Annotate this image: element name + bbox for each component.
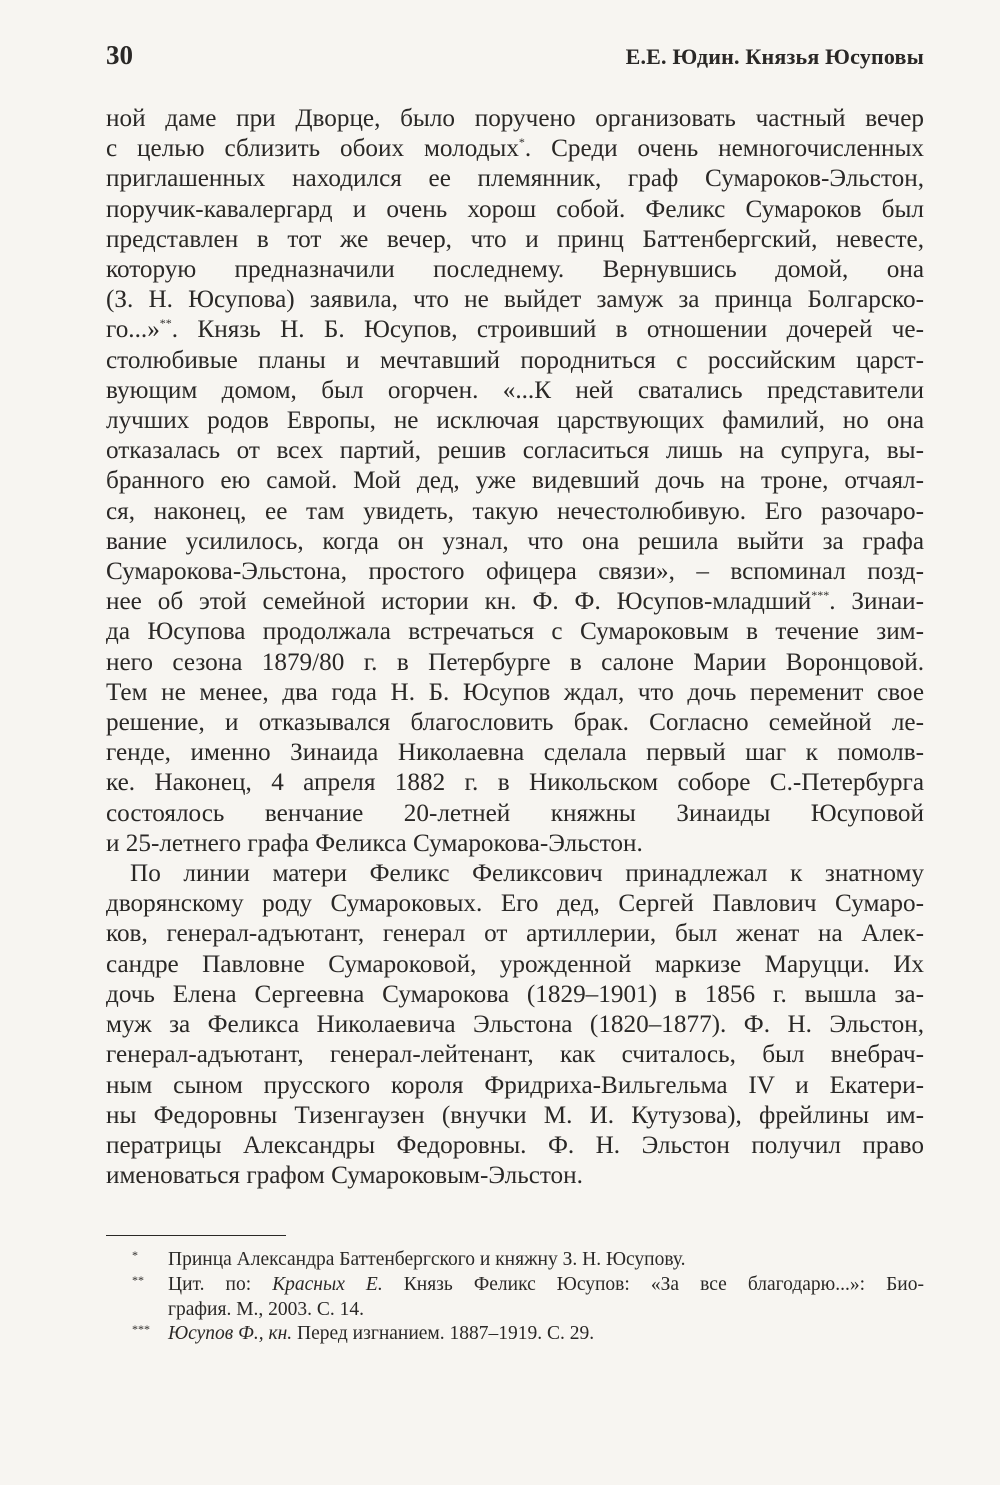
text-line-content: вание усилилось, когда он узнал, что она решила выйти за графа [106, 527, 924, 555]
text-line-content: вующим домом, был огорчен. «...К ней сватались представители [106, 376, 924, 404]
text-line-content: Сумарокова-Эльстона, простого офицера связи», – вспоминал позд- [106, 558, 924, 586]
page-header [106, 40, 924, 84]
text-line [106, 829, 924, 859]
text-line-content: ны Федоровны Тизенгаузен (внучки М. И. Кутузова), фрейлины им- [106, 1101, 924, 1129]
text-line-continuation: . Зинаи- [829, 588, 924, 616]
footnote-divider [106, 1235, 286, 1236]
footnote-mark: * [132, 1248, 138, 1263]
text-line [106, 768, 924, 798]
text-line [106, 557, 924, 587]
text-line [106, 1071, 924, 1101]
footnote [106, 1273, 924, 1322]
text-line-content: бранного ею самой. Мой дед, уже видевший дочь на троне, отчаял- [106, 467, 924, 495]
text-line-content: ков, генерал-адъютант, генерал от артиллерии, был женат на Алек- [106, 920, 924, 948]
text-line-content: поручик-кавалергард и очень хорош собой. Феликс Сумароков был [106, 195, 924, 223]
text-line [106, 497, 924, 527]
footnote-text: графия. М., 2003. С. 14. [168, 1298, 365, 1320]
footnote-text: Принца Александра Баттенбергского и княжну З. Н. Юсупову. [168, 1249, 686, 1271]
text-line-content: которую предназначили последнему. Вернувшись домой, она [106, 256, 924, 284]
running-head: Е.Е. Юдин. Князья Юсуповы [625, 44, 924, 69]
text-line [106, 1040, 924, 1070]
text-line-content: генде, именно Зинаида Николаевна сделала первый шаг к помолв- [106, 739, 924, 767]
text-line [106, 889, 924, 919]
text-line-content: генерал-адъютант, генерал-лейтенант, как считалось, был внебрач- [106, 1041, 924, 1069]
text-line-content: столюбивые планы и мечтавший породниться с российским царст- [106, 346, 924, 374]
text-line [106, 587, 924, 617]
text-line [106, 950, 924, 980]
text-line [106, 134, 924, 164]
footnote-line [168, 1298, 924, 1323]
text-line-content: представлен в тот же вечер, что и принц Баттенбергский, невесте, [106, 225, 924, 253]
text-line-content: муж за Феликса Николаевича Эльстона (1820–1877). Ф. Н. Эльстон, [106, 1011, 924, 1039]
footnote-line [168, 1273, 924, 1298]
text-line [106, 466, 924, 496]
text-line [106, 285, 924, 315]
text-line-content: Тем не менее, два года Н. Б. Юсупов ждал, что дочь переменит свое [106, 678, 924, 706]
body-text [106, 104, 924, 1191]
footnote-reference[interactable]: *** [811, 588, 830, 603]
text-line-content: ке. Наконец, 4 апреля 1882 г. в Никольском соборе С.-Петербурга [106, 769, 924, 797]
text-line [106, 315, 924, 345]
text-line [106, 164, 924, 194]
footnote-author: Юсупов Ф., кн. [168, 1323, 293, 1345]
text-line-content: сандре Павловне Сумароковой, урожденной маркизе Маруцци. Их [106, 950, 924, 978]
footnote-mark: *** [132, 1322, 150, 1337]
text-line-content: лучших родов Европы, не исключая царствующих фамилий, но она [106, 407, 924, 435]
text-line-continuation: . Среди очень немногочисленных [524, 135, 925, 163]
text-line [106, 346, 924, 376]
footnote-line [168, 1322, 924, 1347]
footnote-reference[interactable]: * [518, 135, 525, 150]
text-line [106, 980, 924, 1010]
text-line-content: ной даме при Дворце, было поручено организовать частный вечер [106, 105, 924, 132]
text-line-content: него сезона 1879/80 г. в Петербурге в салоне Марии Воронцовой. [106, 648, 924, 676]
text-line [106, 225, 924, 255]
text-line-continuation: . Князь Н. Б. Юсупов, строивший в отношении дочерей че- [171, 316, 924, 344]
text-line-content: приглашенных находился ее племянник, граф Сумароков-Эльстон, [106, 165, 924, 193]
text-line [106, 195, 924, 225]
text-line [106, 1161, 924, 1191]
text-line-content: и 25-летнего графа Феликса Сумарокова-Эльстон. [106, 829, 643, 857]
footnotes [106, 1248, 924, 1346]
text-line-content: отказалась от всех партий, решив согласиться лишь на супруга, вы- [106, 437, 924, 465]
text-line [106, 859, 924, 889]
text-line [106, 617, 924, 647]
text-line-content: (З. Н. Юсупова) заявила, что не выйдет замуж за принца Болгарско- [106, 286, 924, 314]
text-line-content: да Юсупова продолжала встречаться с Сумароковым в течение зим- [106, 618, 924, 646]
text-line-content: го...» [106, 316, 160, 344]
text-line [106, 527, 924, 557]
text-line [106, 708, 924, 738]
text-line-content: именоваться графом Сумароковым-Эльстон. [106, 1162, 583, 1190]
footnote-text: Князь Феликс Юсупов: «За все благодарю...»: Био- [382, 1273, 924, 1295]
text-line [106, 1131, 924, 1161]
text-line [106, 104, 924, 134]
text-line-content: решение, и отказывался благословить брак. Согласно семейной ле- [106, 709, 924, 737]
text-line [106, 436, 924, 466]
text-line [106, 648, 924, 678]
page-number: 30 [106, 40, 133, 70]
text-line [106, 919, 924, 949]
footnote [106, 1248, 924, 1273]
text-line [106, 1101, 924, 1131]
text-line-content: дворянскому роду Сумароковых. Его дед, Сергей Павлович Сумаро- [106, 890, 924, 918]
footnote-reference[interactable]: ** [159, 316, 172, 331]
text-line-content: ся, наконец, ее там увидеть, такую нечестолюбивую. Его разочаро- [106, 497, 924, 525]
footnote [106, 1322, 924, 1347]
text-line [106, 1010, 924, 1040]
text-line [106, 406, 924, 436]
book-page [106, 40, 924, 1347]
footnote-prefix: Цит. по: [168, 1273, 273, 1295]
text-line-content: с целью сблизить обоих молодых [106, 135, 519, 163]
text-line-content: состоялось венчание 20-летней княжны Зинаиды Юсуповой [106, 799, 924, 827]
text-line [106, 738, 924, 768]
text-line-content: ператрицы Александры Федоровны. Ф. Н. Эльстон получил право [106, 1131, 924, 1159]
text-line [106, 678, 924, 708]
footnote-author: Красных Е. [272, 1273, 383, 1295]
text-line-content: ным сыном прусского короля Фридриха-Вильгельма IV и Екатери- [106, 1071, 924, 1099]
text-line [106, 255, 924, 285]
footnote-mark: ** [132, 1272, 144, 1287]
text-line-content: По линии матери Феликс Феликсович принадлежал к знатному [130, 860, 924, 888]
text-line [106, 376, 924, 406]
text-line-content: дочь Елена Сергеевна Сумарокова (1829–1901) в 1856 г. вышла за- [106, 980, 924, 1008]
footnote-line [168, 1248, 924, 1273]
text-line-content: нее об этой семейной истории кн. Ф. Ф. Юсупов-младший [106, 588, 812, 616]
text-line [106, 799, 924, 829]
footnote-text: Перед изгнанием. 1887–1919. С. 29. [292, 1323, 595, 1345]
